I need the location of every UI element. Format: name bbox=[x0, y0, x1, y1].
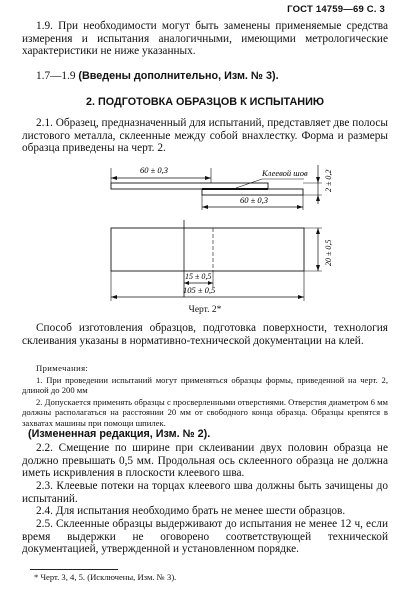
page-header: ГОСТ 14759—69 С. 3 bbox=[287, 4, 385, 15]
specimen-drawing bbox=[0, 160, 407, 320]
footnote: * Черт. 3, 4, 5. (Исключены, Изм. № 3). bbox=[34, 572, 177, 582]
dim-label-width: 20 ± 0,5 bbox=[324, 239, 333, 266]
paragraph-2-4: 2.4. Для испытания необходимо брать не менее шести образцов. bbox=[36, 505, 346, 517]
note-2: 2. Допускается применять образцы с просверленными отверстиями. Отверстия диаметром 6 мм должны располагаться на расстоянии 20 мм от свободного конца образца. Образцы крепятся в захватах машины при помощи шпилек. bbox=[22, 397, 388, 428]
paragraph-1-9: 1.9. При необходимости могут быть заменены применяемые средства измерения и испытания аналогичными, имеющими метрологические характеристики не ниже указанных. bbox=[22, 20, 388, 58]
dim-label-thickness: 2 ± 0,2 bbox=[324, 169, 333, 192]
amendment-note: (Введены дополнительно, Изм. № 3). bbox=[78, 70, 279, 82]
footnote-rule bbox=[30, 569, 118, 570]
dim-label-top-60: 60 ± 0,3 bbox=[140, 165, 169, 175]
paragraph-method: Способ изготовления образцов, подготовка поверхности, технология склеивания указаны в нормативно-технической документации на клей. bbox=[22, 322, 388, 347]
paragraph-2-1: 2.1. Образец, предназначенный для испытаний, представляет две полосы листового металла, склеенные между собой внахлестку. Форма и размеры образца приведены на черт. 2. bbox=[22, 117, 388, 155]
paragraph-2-2: 2.2. Смещение по ширине при склеивании двух половин образца не должно превышать 0,5 мм. Продольная ось склеенного образца не должна иметь искривления в плоскости клеевого шва. bbox=[22, 442, 388, 480]
figure-caption: Черт. 2* bbox=[188, 305, 222, 315]
arrow bbox=[111, 176, 117, 180]
dim-label-bottom-60: 60 ± 0,3 bbox=[240, 195, 269, 205]
note-1: 1. При проведении испытаний могут применяться образцы формы, приведенной на черт. 2, длиной до 200 мм bbox=[22, 375, 388, 396]
dim-label-overlap: 15 ± 0,5 bbox=[185, 272, 212, 281]
dim-label-total: 105 ± 0,5 bbox=[183, 285, 216, 295]
notes-title: Примечания: bbox=[36, 363, 89, 373]
glue-seam bbox=[202, 188, 268, 190]
section-title: 2. ПОДГОТОВКА ОБРАЗЦОВ К ИСПЫТАНИЮ bbox=[86, 96, 324, 108]
plan-view-outline bbox=[111, 228, 304, 271]
paragraph-2-5: 2.5. Склеенные образцы выдерживают до испытания не менее 12 ч, если время выдержки не оговорено соответствующей технической документацией, утвержденной и установленном порядке. bbox=[22, 518, 388, 556]
glue-label: Клеевой шов bbox=[262, 168, 308, 178]
amendment-2: (Измененная редакция, Изм. № 2). bbox=[28, 428, 211, 440]
amendment-ref: 1.7—1.9 bbox=[36, 70, 79, 82]
paragraph-2-3: 2.3. Клеевые потеки на торцах клеевого шва должны быть зачищены до испытаний. bbox=[22, 480, 388, 505]
paragraph-amendment-1-7 bbox=[22, 70, 388, 83]
arrow bbox=[205, 176, 211, 180]
